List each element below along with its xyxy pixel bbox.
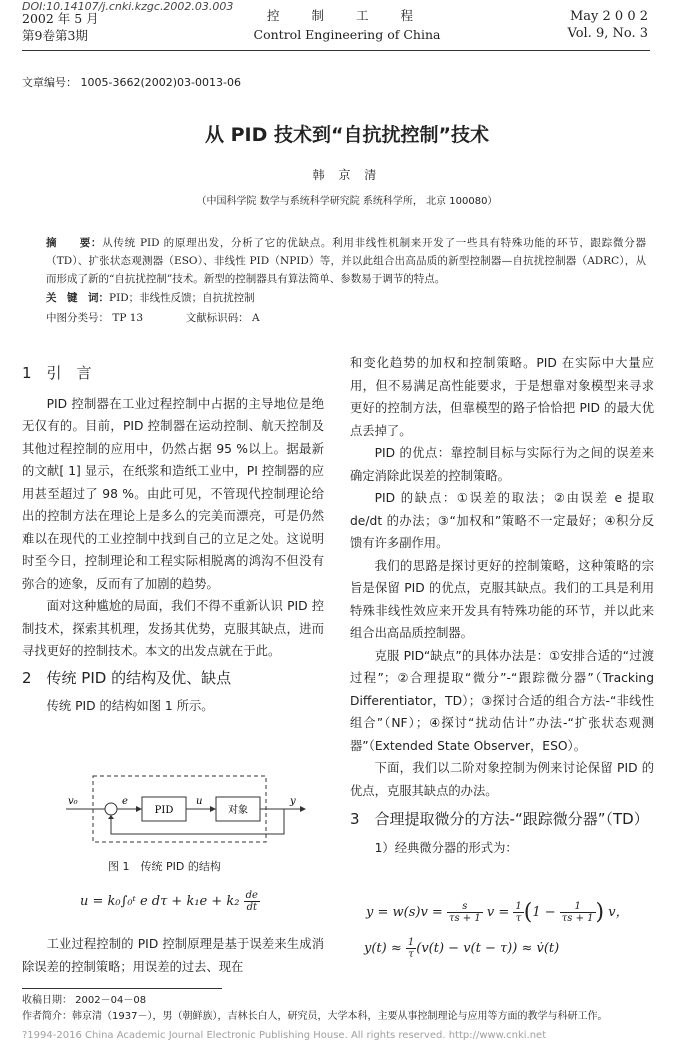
header-right [568,8,649,42]
abstract-text: 从传统 PID 的原理出发，分析了它的优缺点。利用非线性机制来开发了一些具有特殊功能的环节，跟踪微分器（TD）、扩张状态观测器（ESO）、非线性 PID（NPID）等，并以此组合出高品质的新型控制器—自抗扰控制器（ADRC），从而形成了新的“自抗扰控制”技术。新型的控制器具有算法简单、参数易于调节的特点。 [46,237,646,285]
intro-paragraph-2: 面对这种尴尬的局面，我们不得不重新认识 PID 控制技术，探索其机理，发扬其优势，克服其缺点，进而寻找更好的控制技术。本文的出发点就在于此。 [22,599,324,658]
eq1-den3: τs + 1 [561,913,594,924]
eq1-num2: 1 [515,901,522,912]
label-v0: v₀ [68,796,78,807]
section-3-heading: 3 合理提取微分的方法-“跟踪微分器”（TD） [350,810,649,828]
label-u: u [196,796,203,807]
eq2-den: τ [408,949,414,960]
derivative-denominator: dt [246,902,257,913]
eq1-num3: 1 [560,901,596,913]
eq1-den1: τs + 1 [448,913,481,924]
classic-differentiator-intro: 1）经典微分器的形式为： [374,840,518,855]
eq1-mid: v = [482,905,514,920]
right-paragraph-1: 和变化趋势的加权和控制策略。PID 在实际中大量应用，但不易满足高性能要求，于是想靠对象模型来寻求更好的控制方法，但靠模型的路子恰恰把 PID 的最大优点丢掉了。 [350,356,654,438]
volume-cn: 第9卷第3期 [22,28,88,43]
clc-code: TP 13 [112,312,144,324]
keywords-label: 关 键 词： [46,292,109,304]
approach-paragraph: 我们的思路是探讨更好的控制策略，这种策略的宗旨是保留 PID 的优点，克服其缺点。我们的工具是利用特殊非线性效应来开发具有特殊功能的环节，并以此来组合出高品质控制器。 [350,558,654,640]
affiliation: （中国科学院 数学与系统科学研究院 系统科学所， 北京 100080） [196,196,498,207]
doi: DOI:10.14107/j.cnki.kzgc.2002.03.003 [22,0,234,13]
journal-name-cn: 控 制 工 程 [267,8,427,23]
figure-1-caption: 图 1 传统 PID 的结构 [108,860,221,873]
pid-principle-paragraph: 工业过程控制的 PID 控制原理是基于误差来生成消除误差的控制策略；用误差的过去、现在 [22,937,324,974]
keywords: PID；非线性反馈；自抗扰控制 [109,292,255,304]
right-column [350,352,654,859]
abstract-label: 摘 要： [46,237,103,249]
summing-junction [105,803,117,815]
paper-title: 从 PID 技术到“自抗扰控制”技术 [205,124,489,146]
eq2-rhs: (v(t) − v(t − τ)) ≈ v̇(t) [416,941,560,956]
eq1-fraction-3 [560,901,596,924]
pid-equation: u = k₀∫₀ᵗ e dτ + k₁e + k₂ [80,894,240,909]
eq2-lhs: y(t) ≈ [364,941,406,956]
plant-block-label: 对象 [228,805,248,816]
pid-disadvantages: PID 的缺点：①误差的取法；②由误差 e 提取 de/dt 的办法；③“加权和”策略不一定最好；④积分反馈有许多副作用。 [350,491,654,550]
author: 韩 京 清 [312,168,382,182]
eq1-num1: s [447,901,483,913]
issue-date-en: May 2 0 0 2 [569,9,648,24]
next-paragraph: 下面，我们以二阶对象控制为例来讨论保留 PID 的优点，克服其缺点的办法。 [350,761,654,798]
differentiator-equation-1: y = w(s)v = $\frac{s}{\tau s + 1}$ v = $\frac{1}{\tau}$ (1 − $\frac{1}{\tau s + 1}$ ) v， [366,900,629,925]
eq1-fraction-2 [513,901,523,924]
abstract [46,234,646,288]
volume-en: Vol. 9, No. 3 [567,26,648,41]
pid-control-law [80,890,260,913]
eq1-den2: τ [515,913,522,924]
feedback-arrow [108,815,114,819]
doc-code: A [252,312,260,324]
derivative-numerator: de [245,890,258,901]
pid-advantages: PID 的优点：靠控制目标与实际行为之间的误差来确定消除此误差的控制策略。 [350,446,654,483]
journal-name-en: Control Engineering of China [253,27,441,42]
received-date: 收稿日期： 2002－04－08 [22,995,147,1006]
eq1-inner: 1 − [532,905,560,920]
eq2-num: 1 [407,937,415,948]
output-arrow [300,806,306,812]
derivative-fraction [244,890,260,913]
section-1-heading: 1 引 言 [22,364,92,382]
pid-structure-diagram [60,770,320,852]
doc-code-label: 文献标识码： [185,312,249,324]
left-column [22,362,324,718]
footnote-rule [22,988,222,989]
keywords-line [46,290,255,305]
header-rule [22,50,650,51]
intro-paragraph-1: PID 控制器在工业过程控制中占据的主导地位是绝无仅有的。目前，PID 控制器在运动控制、航天控制及其他过程控制的应用中，仍然占据 95 %以上。据最新的文献[ 1] 显示，在纸浆和造纸工业中，PI 控制器的应用甚至超过了 98 %。由此可见，不管现代控制理论给出的控制方法在理论上是多么的完美而漂亮，可是仍然难以在现代的工业控制中找到自己的立足之处。这说明时至今日，控制理论和工程实际相脱离的鸿沟不但没有弥合的迹象，反而有了加剧的趋势。 [22,396,324,591]
label-y: y [290,796,296,807]
section-2-heading: 2 传统 PID 的结构及优、缺点 [22,668,232,687]
pid-structure-intro: 传统 PID 的结构如图 1 所示。 [46,699,214,713]
cnki-watermark: ?1994-2016 China Academic Journal Electronic Publishing House. All rights reserved. http://www.cnki.net [22,1030,547,1041]
eq1-end: v， [604,905,629,920]
remedies-paragraph: 克服 PID“缺点”的具体办法是：①安排合适的“过渡过程”；②合理提取“微分”-“跟踪微分器”（Tracking Differentiator，TD）；③探讨合适的组合方法-“非线性组合”（NF）；④探讨“扰动估计”办法-“扩张状态观测器”（Extended State Observer，ESO）。 [350,648,654,753]
article-number: 文章编号： 1005-3662(2002)03-0013-06 [22,76,241,89]
pid-block-label: PID [154,805,174,816]
eq2-fraction [406,937,416,960]
label-e: e [122,796,128,807]
eq1-fraction-1 [447,901,483,924]
arrow-to-pid [136,806,142,812]
eq1-lhs: y = w(s)v = [366,905,447,920]
left-column-bottom [22,933,324,978]
clc-label: 中图分类号： [46,312,109,324]
differentiator-equation-2 [364,937,559,960]
issue-date-cn: 2002 年 5 月 [22,11,99,26]
author-bio: 作者简介：韩京清（1937－），男（朝鲜族），吉林长白人，研究员，大学本科，主要从事控制理论与应用等方面的教学与科研工作。 [22,1011,608,1022]
classification-line [46,310,260,325]
arrow-to-plant [210,806,216,812]
